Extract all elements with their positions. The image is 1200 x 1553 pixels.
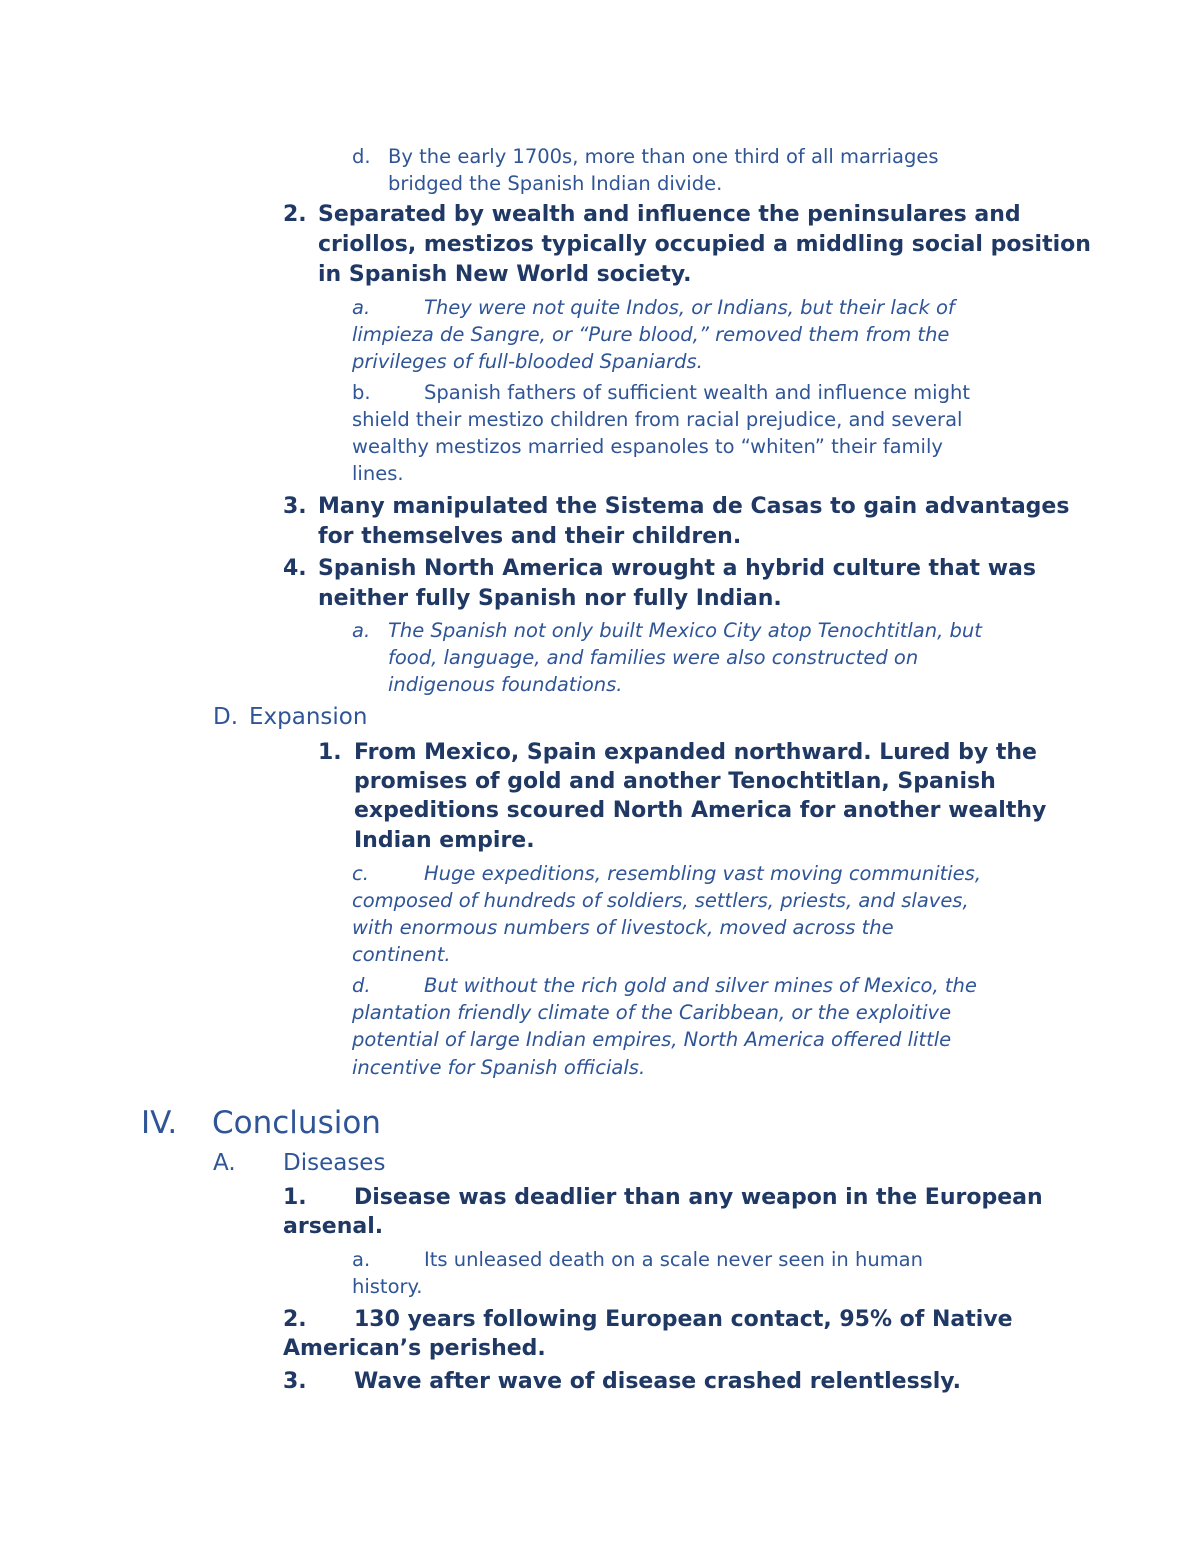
list-item-text: Disease was deadlier than any weapon in the European bbox=[354, 1185, 1043, 1210]
list-marker: 1. bbox=[283, 1185, 307, 1210]
list-item-text: expeditions scoured North America for another wealthy bbox=[354, 798, 1047, 823]
list-marker: b. bbox=[352, 381, 371, 404]
list-item-text: plantation friendly climate of the Caribbean, or the exploitive bbox=[352, 1001, 952, 1024]
list-item-text: in Spanish New World society. bbox=[318, 262, 692, 287]
list-item-text: The Spanish not only built Mexico City atop Tenochtitlan, but bbox=[388, 619, 982, 642]
heading-marker: D. bbox=[213, 704, 239, 730]
list-item-text: history. bbox=[352, 1275, 423, 1298]
list-item-text: composed of hundreds of soldiers, settlers, priests, and slaves, bbox=[352, 889, 969, 912]
list-item-text: potential of large Indian empires, North America offered little bbox=[352, 1028, 952, 1051]
list-item-text: From Mexico, Spain expanded northward. Lured by the bbox=[354, 740, 1037, 765]
list-item-text: criollos, mestizos typically occupied a middling social position bbox=[318, 232, 1091, 257]
list-item-text: Separated by wealth and influence the peninsulares and bbox=[318, 202, 1021, 227]
list-item-text: Wave after wave of disease crashed relentlessly. bbox=[354, 1369, 961, 1394]
list-marker: d. bbox=[352, 145, 371, 168]
list-item-text: continent. bbox=[352, 943, 451, 966]
list-marker: a. bbox=[352, 619, 371, 642]
heading-text: Diseases bbox=[283, 1150, 386, 1176]
list-marker: a. bbox=[352, 296, 371, 319]
list-item-text: They were not quite Indos, or Indians, but their lack of bbox=[424, 296, 955, 319]
list-item-text: Its unleased death on a scale never seen in human bbox=[424, 1248, 923, 1271]
list-marker: 4. bbox=[283, 556, 307, 581]
list-marker: 2. bbox=[283, 202, 307, 227]
list-marker: 3. bbox=[283, 494, 307, 519]
heading-text: Expansion bbox=[249, 704, 368, 730]
list-item-text: neither fully Spanish nor fully Indian. bbox=[318, 586, 782, 611]
list-item-text: lines. bbox=[352, 462, 404, 485]
list-item-text: promises of gold and another Tenochtitlan, Spanish bbox=[354, 769, 996, 794]
list-item-text: indigenous foundations. bbox=[388, 673, 623, 696]
list-item-text: limpieza de Sangre, or “Pure blood,” removed them from the bbox=[352, 323, 950, 346]
list-marker: a. bbox=[352, 1248, 371, 1271]
list-item-text: wealthy mestizos married espanoles to “whiten” their family bbox=[352, 435, 943, 458]
list-item-text: for themselves and their children. bbox=[318, 524, 742, 549]
list-item-text: privileges of full-blooded Spaniards. bbox=[352, 350, 703, 373]
heading-text: Conclusion bbox=[212, 1105, 381, 1141]
list-marker: 2. bbox=[283, 1307, 307, 1332]
list-marker: 3. bbox=[283, 1369, 307, 1394]
list-marker: c. bbox=[352, 862, 369, 885]
heading-marker: IV. bbox=[141, 1105, 178, 1141]
list-marker: 1. bbox=[318, 740, 342, 765]
list-item-text: with enormous numbers of livestock, moved across the bbox=[352, 916, 894, 939]
list-item-text: Huge expeditions, resembling vast moving communities, bbox=[424, 862, 982, 885]
list-item-text: Spanish fathers of sufficient wealth and influence might bbox=[424, 381, 970, 404]
list-item-text: Indian empire. bbox=[354, 828, 535, 853]
list-item-text: Many manipulated the Sistema de Casas to gain advantages bbox=[318, 494, 1070, 519]
list-item-text: Spanish North America wrought a hybrid culture that was bbox=[318, 556, 1036, 581]
list-item-text: food, language, and families were also constructed on bbox=[388, 646, 919, 669]
list-item-text: bridged the Spanish Indian divide. bbox=[388, 172, 723, 195]
list-item-text: But without the rich gold and silver mines of Mexico, the bbox=[424, 974, 977, 997]
heading-marker: A. bbox=[213, 1150, 236, 1176]
list-item-text: shield their mestizo children from racial prejudice, and several bbox=[352, 408, 963, 431]
list-marker: d. bbox=[352, 974, 371, 997]
list-item-text: American’s perished. bbox=[283, 1336, 546, 1361]
list-item-text: By the early 1700s, more than one third of all marriages bbox=[388, 145, 939, 168]
list-item-text: 130 years following European contact, 95% of Native bbox=[354, 1307, 1013, 1332]
list-item-text: incentive for Spanish officials. bbox=[352, 1056, 646, 1079]
list-item-text: arsenal. bbox=[283, 1214, 384, 1239]
